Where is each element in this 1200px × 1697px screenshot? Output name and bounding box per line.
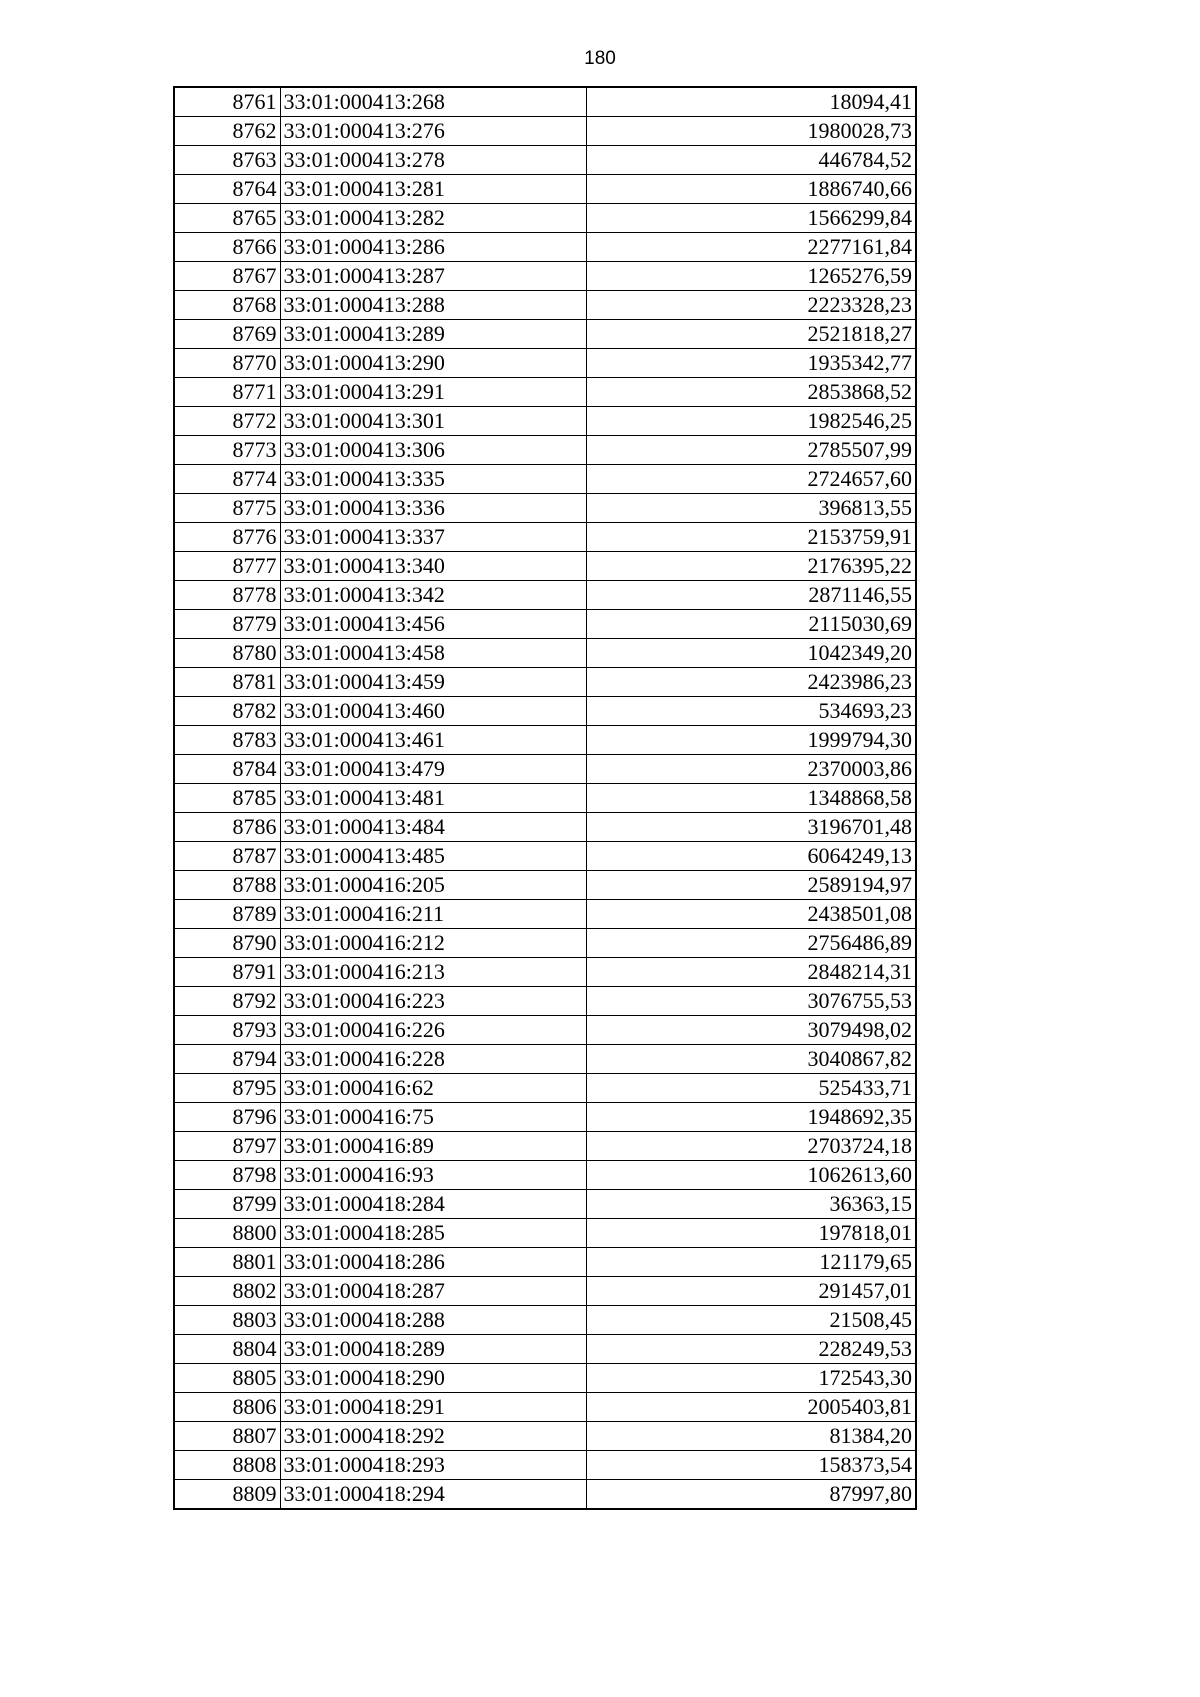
cadastral-number-cell: 33:01:000418:284 [280, 1190, 586, 1219]
cadastral-value-cell: 3196701,48 [586, 813, 916, 842]
row-number-cell: 8807 [174, 1422, 280, 1451]
table-row [174, 1393, 916, 1422]
cadastral-value-cell: 2871146,55 [586, 581, 916, 610]
row-number-cell: 8804 [174, 1335, 280, 1364]
cadastral-number-cell: 33:01:000418:292 [280, 1422, 586, 1451]
table-row [174, 1451, 916, 1480]
cadastral-number-cell: 33:01:000413:289 [280, 320, 586, 349]
cadastral-value-cell: 1948692,35 [586, 1103, 916, 1132]
row-number-cell: 8800 [174, 1219, 280, 1248]
cadastral-number-cell: 33:01:000413:282 [280, 204, 586, 233]
cadastral-number-cell: 33:01:000413:290 [280, 349, 586, 378]
cadastral-value-cell: 1935342,77 [586, 349, 916, 378]
table-body [174, 87, 916, 1509]
cadastral-value-cell: 2785507,99 [586, 436, 916, 465]
cadastral-number-cell: 33:01:000413:481 [280, 784, 586, 813]
table-row [174, 1103, 916, 1132]
cadastral-value-cell: 2153759,91 [586, 523, 916, 552]
cadastral-value-cell: 2724657,60 [586, 465, 916, 494]
table-row [174, 755, 916, 784]
row-number-cell: 8781 [174, 668, 280, 697]
cadastral-number-cell: 33:01:000416:223 [280, 987, 586, 1016]
cadastral-value-cell: 158373,54 [586, 1451, 916, 1480]
cadastral-number-cell: 33:01:000413:276 [280, 117, 586, 146]
table-row [174, 1045, 916, 1074]
table-row [174, 726, 916, 755]
cadastral-value-cell: 2176395,22 [586, 552, 916, 581]
row-number-cell: 8809 [174, 1480, 280, 1510]
table-row [174, 1306, 916, 1335]
cadastral-value-cell: 534693,23 [586, 697, 916, 726]
cadastral-value-cell: 3076755,53 [586, 987, 916, 1016]
table-row [174, 1161, 916, 1190]
cadastral-value-cell: 2521818,27 [586, 320, 916, 349]
row-number-cell: 8780 [174, 639, 280, 668]
table-row [174, 958, 916, 987]
row-number-cell: 8795 [174, 1074, 280, 1103]
cadastral-value-cell: 21508,45 [586, 1306, 916, 1335]
table-row [174, 291, 916, 320]
row-number-cell: 8797 [174, 1132, 280, 1161]
cadastral-value-cell: 6064249,13 [586, 842, 916, 871]
cadastral-value-cell: 2115030,69 [586, 610, 916, 639]
row-number-cell: 8763 [174, 146, 280, 175]
table-row [174, 523, 916, 552]
table-row [174, 871, 916, 900]
cadastral-number-cell: 33:01:000418:294 [280, 1480, 586, 1510]
cadastral-value-cell: 197818,01 [586, 1219, 916, 1248]
cadastral-number-cell: 33:01:000413:485 [280, 842, 586, 871]
table-row [174, 320, 916, 349]
cadastral-value-cell: 2848214,31 [586, 958, 916, 987]
table-row [174, 378, 916, 407]
row-number-cell: 8779 [174, 610, 280, 639]
row-number-cell: 8805 [174, 1364, 280, 1393]
table-row [174, 407, 916, 436]
cadastral-value-cell: 2423986,23 [586, 668, 916, 697]
cadastral-value-cell: 2438501,08 [586, 900, 916, 929]
table-row [174, 639, 916, 668]
cadastral-number-cell: 33:01:000418:287 [280, 1277, 586, 1306]
row-number-cell: 8770 [174, 349, 280, 378]
row-number-cell: 8776 [174, 523, 280, 552]
table-row [174, 929, 916, 958]
table-row [174, 1074, 916, 1103]
table-row [174, 552, 916, 581]
cadastral-number-cell: 33:01:000416:226 [280, 1016, 586, 1045]
cadastral-value-cell: 2223328,23 [586, 291, 916, 320]
cadastral-value-cell: 87997,80 [586, 1480, 916, 1510]
table-row [174, 233, 916, 262]
cadastral-number-cell: 33:01:000416:75 [280, 1103, 586, 1132]
cadastral-number-cell: 33:01:000413:287 [280, 262, 586, 291]
cadastral-value-cell: 1980028,73 [586, 117, 916, 146]
row-number-cell: 8766 [174, 233, 280, 262]
table-row [174, 668, 916, 697]
table-row [174, 494, 916, 523]
table-row [174, 697, 916, 726]
table-row [174, 1277, 916, 1306]
table-row [174, 1132, 916, 1161]
cadastral-number-cell: 33:01:000413:286 [280, 233, 586, 262]
cadastral-number-cell: 33:01:000413:268 [280, 87, 586, 117]
cadastral-value-cell: 81384,20 [586, 1422, 916, 1451]
cadastral-value-cell: 2853868,52 [586, 378, 916, 407]
cadastral-value-cell: 1042349,20 [586, 639, 916, 668]
cadastral-number-cell: 33:01:000416:62 [280, 1074, 586, 1103]
cadastral-number-cell: 33:01:000413:456 [280, 610, 586, 639]
cadastral-number-cell: 33:01:000416:205 [280, 871, 586, 900]
table-row [174, 784, 916, 813]
cadastral-number-cell: 33:01:000416:213 [280, 958, 586, 987]
row-number-cell: 8786 [174, 813, 280, 842]
cadastral-number-cell: 33:01:000413:461 [280, 726, 586, 755]
table-row [174, 204, 916, 233]
row-number-cell: 8794 [174, 1045, 280, 1074]
table-row [174, 262, 916, 291]
row-number-cell: 8802 [174, 1277, 280, 1306]
cadastral-value-table [173, 86, 917, 1510]
row-number-cell: 8764 [174, 175, 280, 204]
row-number-cell: 8762 [174, 117, 280, 146]
table-row [174, 436, 916, 465]
cadastral-number-cell: 33:01:000413:337 [280, 523, 586, 552]
cadastral-value-cell: 525433,71 [586, 1074, 916, 1103]
table-row [174, 465, 916, 494]
table-row [174, 1016, 916, 1045]
cadastral-number-cell: 33:01:000418:285 [280, 1219, 586, 1248]
table-row [174, 175, 916, 204]
row-number-cell: 8774 [174, 465, 280, 494]
cadastral-number-cell: 33:01:000416:212 [280, 929, 586, 958]
cadastral-value-cell: 1886740,66 [586, 175, 916, 204]
cadastral-number-cell: 33:01:000413:336 [280, 494, 586, 523]
cadastral-value-cell: 2703724,18 [586, 1132, 916, 1161]
row-number-cell: 8787 [174, 842, 280, 871]
cadastral-value-cell: 1348868,58 [586, 784, 916, 813]
cadastral-number-cell: 33:01:000413:484 [280, 813, 586, 842]
cadastral-value-cell: 172543,30 [586, 1364, 916, 1393]
cadastral-number-cell: 33:01:000416:228 [280, 1045, 586, 1074]
cadastral-value-cell: 18094,41 [586, 87, 916, 117]
cadastral-number-cell: 33:01:000413:335 [280, 465, 586, 494]
cadastral-value-cell: 1062613,60 [586, 1161, 916, 1190]
cadastral-number-cell: 33:01:000413:306 [280, 436, 586, 465]
row-number-cell: 8771 [174, 378, 280, 407]
row-number-cell: 8808 [174, 1451, 280, 1480]
cadastral-value-cell: 1566299,84 [586, 204, 916, 233]
cadastral-number-cell: 33:01:000413:278 [280, 146, 586, 175]
cadastral-value-cell: 3040867,82 [586, 1045, 916, 1074]
cadastral-number-cell: 33:01:000413:342 [280, 581, 586, 610]
row-number-cell: 8792 [174, 987, 280, 1016]
cadastral-value-cell: 36363,15 [586, 1190, 916, 1219]
row-number-cell: 8768 [174, 291, 280, 320]
cadastral-value-cell: 2005403,81 [586, 1393, 916, 1422]
cadastral-number-cell: 33:01:000418:288 [280, 1306, 586, 1335]
row-number-cell: 8796 [174, 1103, 280, 1132]
cadastral-number-cell: 33:01:000418:286 [280, 1248, 586, 1277]
row-number-cell: 8791 [174, 958, 280, 987]
cadastral-number-cell: 33:01:000413:458 [280, 639, 586, 668]
cadastral-value-cell: 1265276,59 [586, 262, 916, 291]
cadastral-number-cell: 33:01:000413:288 [280, 291, 586, 320]
table-row [174, 1190, 916, 1219]
table-row [174, 1422, 916, 1451]
cadastral-number-cell: 33:01:000413:459 [280, 668, 586, 697]
cadastral-number-cell: 33:01:000413:340 [280, 552, 586, 581]
cadastral-number-cell: 33:01:000418:289 [280, 1335, 586, 1364]
cadastral-value-cell: 446784,52 [586, 146, 916, 175]
cadastral-number-cell: 33:01:000416:211 [280, 900, 586, 929]
cadastral-number-cell: 33:01:000413:291 [280, 378, 586, 407]
row-number-cell: 8799 [174, 1190, 280, 1219]
table-row [174, 987, 916, 1016]
cadastral-number-cell: 33:01:000416:89 [280, 1132, 586, 1161]
table-row [174, 1480, 916, 1510]
cadastral-value-cell: 2756486,89 [586, 929, 916, 958]
table-row [174, 813, 916, 842]
row-number-cell: 8788 [174, 871, 280, 900]
cadastral-value-cell: 2589194,97 [586, 871, 916, 900]
row-number-cell: 8769 [174, 320, 280, 349]
row-number-cell: 8783 [174, 726, 280, 755]
page-number: 180 [584, 48, 616, 69]
cadastral-value-cell: 228249,53 [586, 1335, 916, 1364]
row-number-cell: 8801 [174, 1248, 280, 1277]
row-number-cell: 8784 [174, 755, 280, 784]
table-row [174, 1335, 916, 1364]
row-number-cell: 8778 [174, 581, 280, 610]
cadastral-number-cell: 33:01:000418:293 [280, 1451, 586, 1480]
row-number-cell: 8793 [174, 1016, 280, 1045]
cadastral-value-cell: 3079498,02 [586, 1016, 916, 1045]
cadastral-value-cell: 1982546,25 [586, 407, 916, 436]
cadastral-value-cell: 2370003,86 [586, 755, 916, 784]
table-row [174, 146, 916, 175]
table-row [174, 1364, 916, 1393]
row-number-cell: 8782 [174, 697, 280, 726]
table-row [174, 581, 916, 610]
row-number-cell: 8777 [174, 552, 280, 581]
cadastral-value-cell: 291457,01 [586, 1277, 916, 1306]
cadastral-value-cell: 121179,65 [586, 1248, 916, 1277]
cadastral-number-cell: 33:01:000416:93 [280, 1161, 586, 1190]
row-number-cell: 8803 [174, 1306, 280, 1335]
cadastral-number-cell: 33:01:000413:281 [280, 175, 586, 204]
cadastral-value-cell: 2277161,84 [586, 233, 916, 262]
row-number-cell: 8789 [174, 900, 280, 929]
cadastral-number-cell: 33:01:000413:301 [280, 407, 586, 436]
cadastral-number-cell: 33:01:000413:479 [280, 755, 586, 784]
table-row [174, 117, 916, 146]
row-number-cell: 8798 [174, 1161, 280, 1190]
cadastral-value-cell: 1999794,30 [586, 726, 916, 755]
table-row [174, 1219, 916, 1248]
table-row [174, 842, 916, 871]
table-row [174, 87, 916, 117]
row-number-cell: 8773 [174, 436, 280, 465]
cadastral-number-cell: 33:01:000418:291 [280, 1393, 586, 1422]
row-number-cell: 8790 [174, 929, 280, 958]
cadastral-value-cell: 396813,55 [586, 494, 916, 523]
table-row [174, 900, 916, 929]
row-number-cell: 8806 [174, 1393, 280, 1422]
row-number-cell: 8775 [174, 494, 280, 523]
table-row [174, 349, 916, 378]
row-number-cell: 8772 [174, 407, 280, 436]
table-row [174, 610, 916, 639]
row-number-cell: 8761 [174, 87, 280, 117]
cadastral-number-cell: 33:01:000418:290 [280, 1364, 586, 1393]
row-number-cell: 8767 [174, 262, 280, 291]
table-row [174, 1248, 916, 1277]
cadastral-number-cell: 33:01:000413:460 [280, 697, 586, 726]
row-number-cell: 8785 [174, 784, 280, 813]
row-number-cell: 8765 [174, 204, 280, 233]
